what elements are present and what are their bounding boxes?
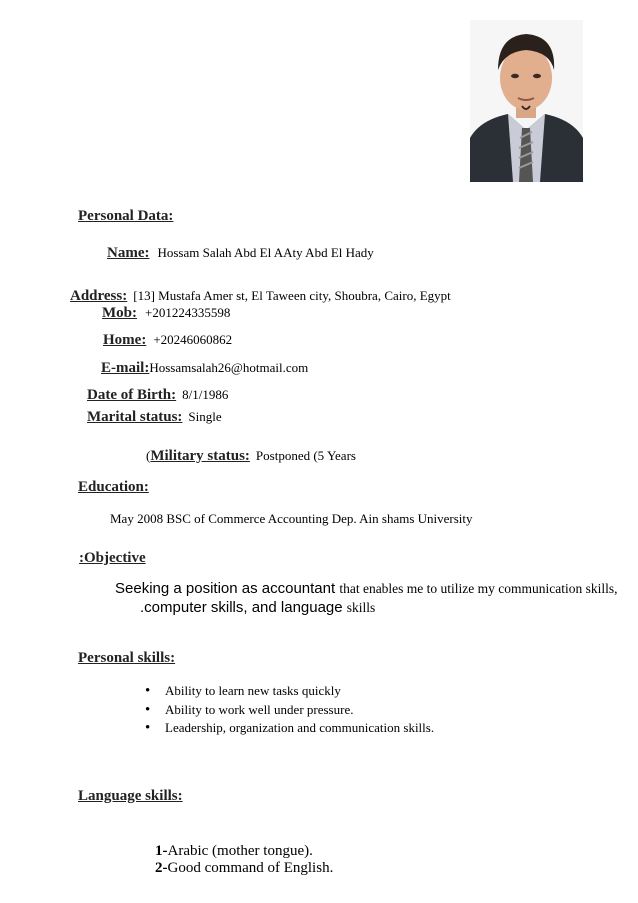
education-line: May 2008 BSC of Commerce Accounting Dep. Ain shams University <box>110 511 473 526</box>
list-item: • Ability to learn new tasks quickly <box>145 682 434 701</box>
language-item-number: 1- <box>155 843 168 859</box>
dob-value: 8/1/1986 <box>182 387 229 402</box>
military-row <box>146 447 356 465</box>
marital-label: Marital status: <box>87 409 183 425</box>
objective-line-1-part-1: Seeking a position as accountant <box>115 580 340 597</box>
language-item <box>155 860 333 877</box>
address-value: [13] Mustafa Amer st, El Taween city, Shoubra, Cairo, Egypt <box>133 288 451 303</box>
list-item: • Ability to work well under pressure. <box>145 701 434 720</box>
military-prefix: ( <box>146 448 151 463</box>
mob-value: +201224335598 <box>145 305 231 320</box>
mob-row <box>102 304 230 322</box>
language-item-text: Good command of English. <box>167 860 334 876</box>
objective-line-1-part-2: that enables me to utilize my communication skills, <box>339 581 618 596</box>
person-portrait-image <box>470 20 583 182</box>
profile-photo <box>470 20 583 182</box>
mob-label: Mob: <box>102 305 137 321</box>
language-skills-heading: Language skills: <box>78 788 183 804</box>
name-value: Hossam Salah Abd El AAty Abd El Hady <box>157 245 374 260</box>
marital-row <box>87 408 222 426</box>
objective-line-2 <box>140 599 375 617</box>
name-row <box>107 244 374 262</box>
personal-skills-list <box>145 682 434 738</box>
language-item-number: 2- <box>155 860 168 876</box>
address-label: Address: <box>70 288 128 304</box>
dob-row <box>87 386 228 404</box>
personal-skills-heading: Personal skills: <box>78 650 176 666</box>
military-label: Military status: <box>150 448 250 464</box>
email-label: E-mail: <box>101 360 150 376</box>
home-row <box>103 331 232 349</box>
objective-line-2-part-2: skills <box>346 600 376 615</box>
objective-line-1 <box>115 580 618 598</box>
name-label: Name: <box>107 245 150 261</box>
email-value: Hossamsalah26@hotmail.com <box>149 360 309 375</box>
language-item-text: Arabic (mother tongue). <box>167 843 313 859</box>
dob-label: Date of Birth: <box>87 387 177 403</box>
list-item: • Leadership, organization and communication skills. <box>145 719 434 738</box>
home-value: +20246060862 <box>153 332 233 347</box>
military-value: Postponed (5 Years <box>255 448 356 463</box>
home-label: Home: <box>103 332 147 348</box>
personal-data-heading: Personal Data: <box>78 208 174 224</box>
education-heading: Education: <box>78 479 149 495</box>
objective-line-2-part-1: .computer skills, and language <box>140 599 347 616</box>
email-row <box>101 359 308 377</box>
language-item <box>155 843 313 860</box>
address-row <box>70 287 451 305</box>
objective-heading: :Objective <box>79 550 146 566</box>
marital-value: Single <box>188 409 222 424</box>
